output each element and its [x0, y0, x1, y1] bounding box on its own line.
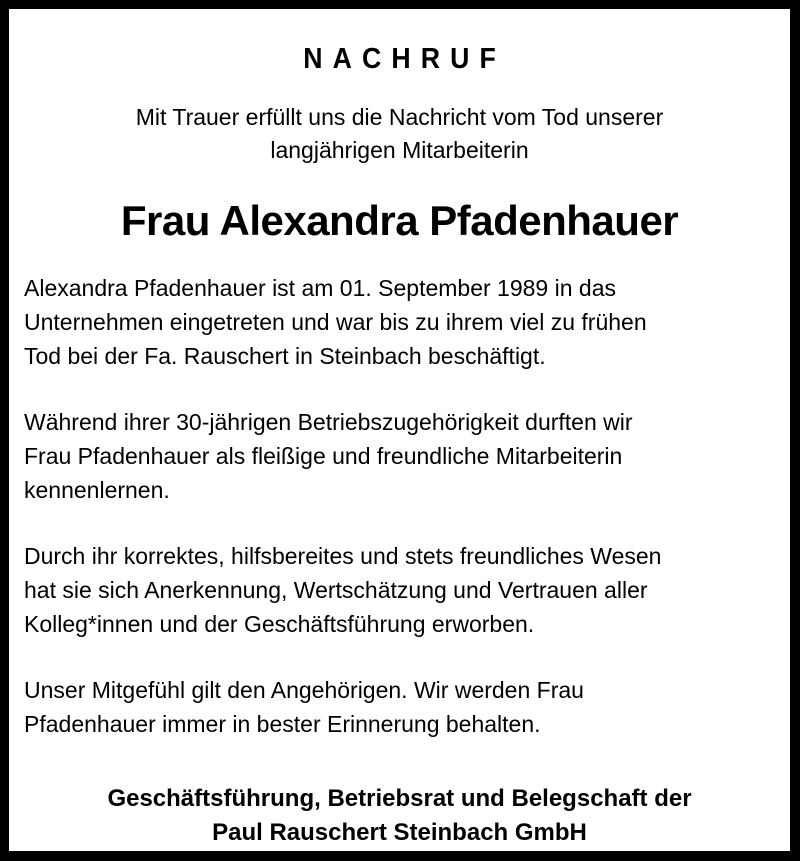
- text-line: Unternehmen eingetreten und war bis zu ihrem viel zu frühen: [24, 309, 647, 335]
- notice-heading: NACHRUF: [303, 43, 506, 75]
- signature-block: [9, 782, 790, 850]
- paragraph-employment: [24, 271, 794, 373]
- text-line: Während ihrer 30-jährigen Betriebszugehörigkeit durften wir: [24, 409, 633, 435]
- obituary-notice: [9, 9, 790, 851]
- intro-line: langjährigen Mitarbeiterin: [270, 137, 529, 163]
- signature-line: Paul Rauschert Steinbach GmbH: [212, 819, 587, 846]
- notice-body: [24, 271, 794, 773]
- intro-text: [9, 101, 790, 167]
- text-line: Kolleg*innen und der Geschäftsführung erworben.: [24, 611, 535, 637]
- text-line: Unser Mitgefühl gilt den Angehörigen. Wir werden Frau: [24, 677, 584, 703]
- text-line: Alexandra Pfadenhauer ist am 01. September 1989 in das: [24, 275, 616, 301]
- signature-line: Geschäftsführung, Betriebsrat und Belegschaft der: [107, 785, 692, 812]
- text-line: Frau Pfadenhauer als fleißige und freundliche Mitarbeiterin: [24, 443, 623, 469]
- text-line: Durch ihr korrektes, hilfsbereites und stets freundliches Wesen: [24, 543, 662, 569]
- text-line: Pfadenhauer immer in bester Erinnerung behalten.: [24, 711, 541, 737]
- text-line: hat sie sich Anerkennung, Wertschätzung und Vertrauen aller: [24, 577, 648, 603]
- paragraph-tenure: [24, 405, 794, 507]
- text-line: Tod bei der Fa. Rauschert in Steinbach beschäftigt.: [24, 343, 546, 369]
- intro-line: Mit Trauer erfüllt uns die Nachricht vom Tod unserer: [135, 104, 664, 130]
- deceased-name: Frau Alexandra Pfadenhauer: [120, 197, 679, 244]
- paragraph-character: [24, 539, 794, 641]
- text-line: kennenlernen.: [24, 477, 170, 503]
- paragraph-condolence: [24, 673, 794, 741]
